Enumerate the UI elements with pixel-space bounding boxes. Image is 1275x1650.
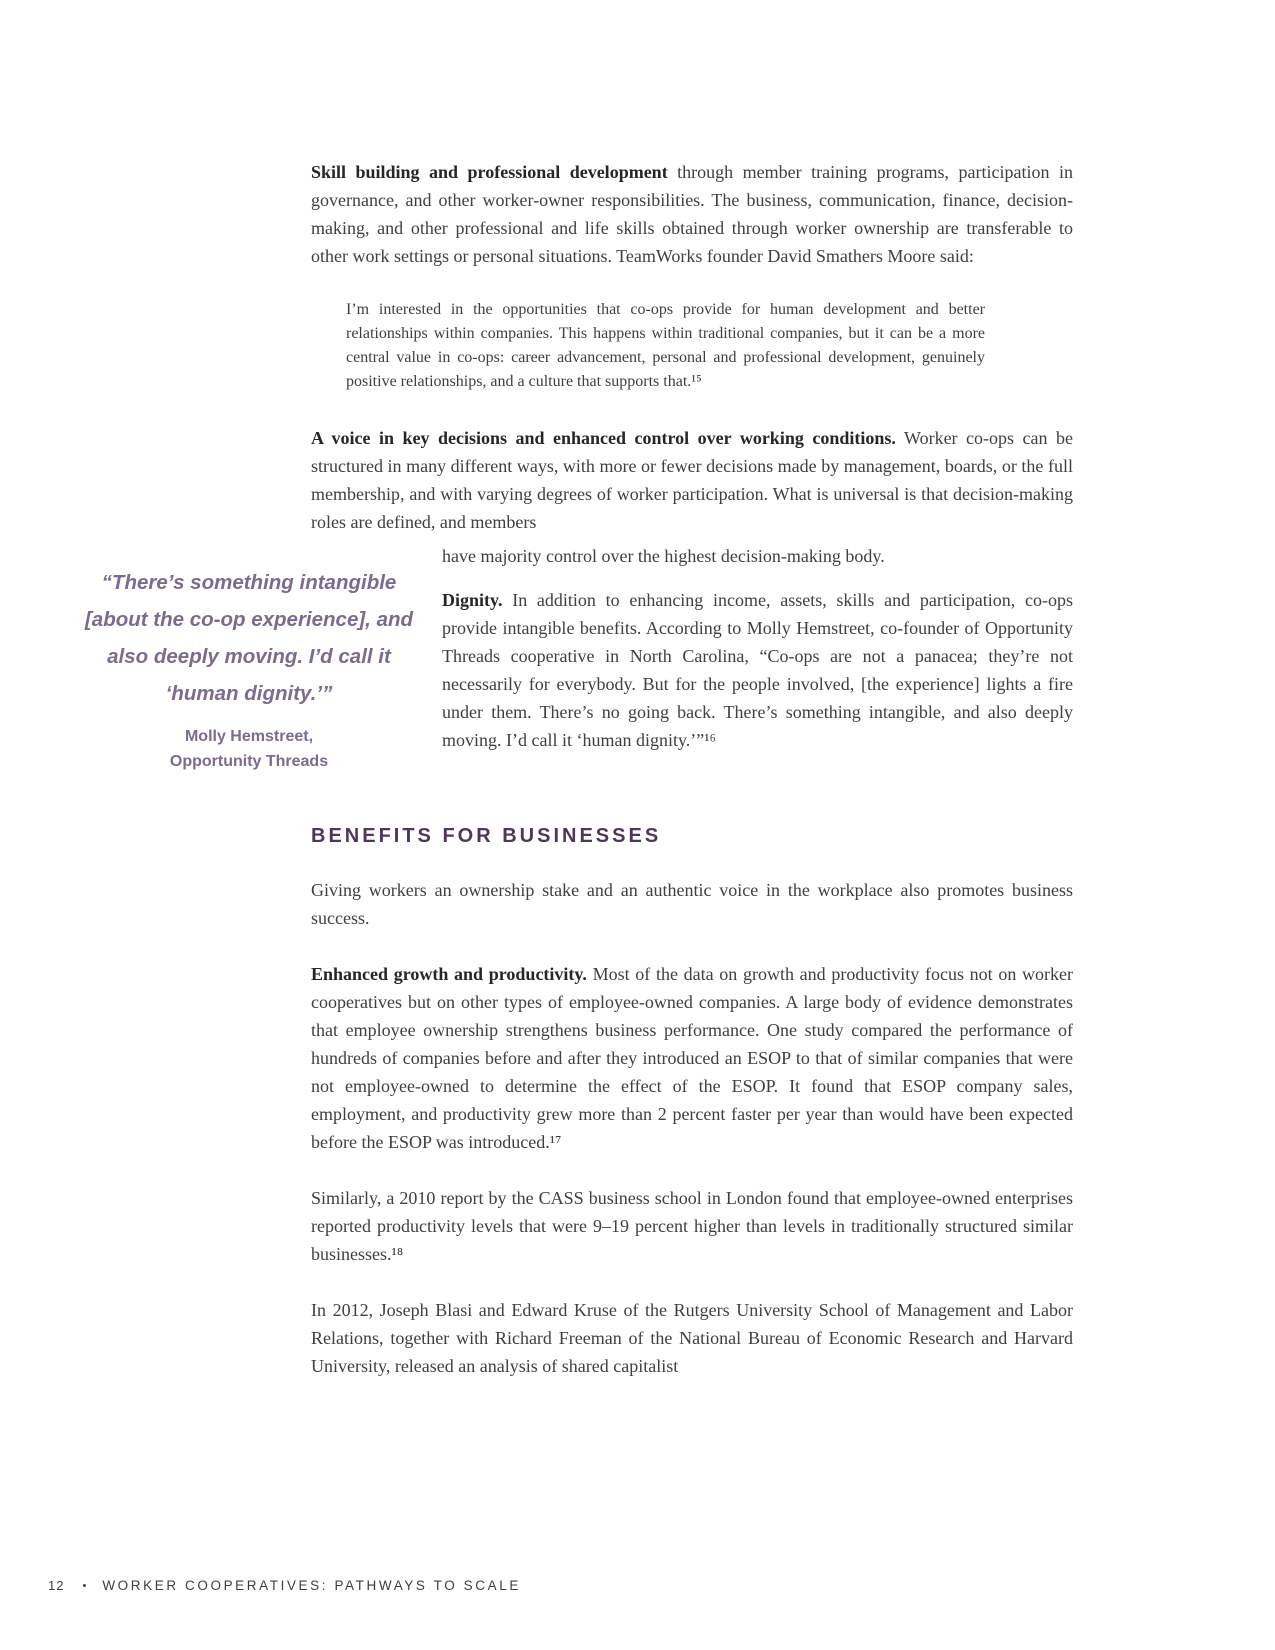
footer-running-title: WORKER COOPERATIVES: PATHWAYS TO SCALE (102, 1578, 521, 1593)
paragraph-lead-skill-building: Skill building and professional development (311, 162, 668, 182)
pull-quote-attribution (83, 724, 415, 774)
block-quote-moore: I’m interested in the opportunities that co-ops provide for human development and better relationships within companies. This happens within traditional companies, but it can be a more central value in co-ops: career advancement, personal and professional development, genuinely positive relationships, and a culture that supports that.¹⁵ (346, 301, 985, 390)
paragraph-lead-voice: A voice in key decisions and enhanced control over working conditions. (311, 428, 896, 448)
paragraph-voice-continued: have majority control over the highest decision-making body. (442, 546, 885, 566)
pull-quote-attribution-name: Molly Hemstreet, (184, 728, 314, 745)
section-heading-benefits-for-businesses: BENEFITS FOR BUSINESSES (311, 825, 662, 847)
paragraph-text-dignity: In addition to enhancing income, assets, skills and participation, co-ops provide intangible benefits. According to Molly Hemstreet, co-founder of Opportunity Threads cooperative in North Carolina, “Co-ops are not a panacea; they’re not necessarily for everybody. But for the people involved, [the experience] lights a fire under them. There’s no going back. There’s something intangible, and also deeply moving. I’d call it ‘human dignity.’”¹⁶ (442, 590, 1073, 750)
paragraph-dignity (311, 586, 1073, 754)
pull-quote-attribution-org: Opportunity Threads (169, 753, 329, 770)
page-footer (48, 1578, 521, 1593)
pull-quote-text: “There’s something intangible [about the co-op experience], and also deeply moving. I’d call it ‘human dignity.’” (84, 571, 414, 705)
page-number: 12 (48, 1578, 65, 1593)
paragraph-lead-enhanced-growth: Enhanced growth and productivity. (311, 964, 587, 984)
page-body (84, 158, 1074, 1408)
paragraph-skill-building (311, 158, 1073, 270)
paragraph-similarly-cass: Similarly, a 2010 report by the CASS business school in London found that employee-owned enterprises reported productivity levels that were 9–19 percent higher than levels in traditionally structured similar businesses.¹⁸ (311, 1188, 1073, 1264)
paragraph-text-voice: Worker co-ops can be structured in many different ways, with more or fewer decisions made by management, boards, or the full membership, and with varying degrees of worker participation. What is universal is that decision-making roles are defined, and members (311, 428, 1074, 532)
paragraph-in-2012: In 2012, Joseph Blasi and Edward Kruse of the Rutgers University School of Management and Labor Relations, together with Richard Freeman of the National Bureau of Economic Research and Harvard University, released an analysis of shared capitalist (311, 1300, 1073, 1376)
paragraph-lead-dignity: Dignity. (442, 590, 503, 610)
paragraph-enhanced-growth (311, 960, 1073, 1156)
paragraph-giving-workers: Giving workers an ownership stake and an authentic voice in the workplace also promotes business success. (311, 880, 1073, 928)
paragraph-text-skill-building: through member training programs, participation in governance, and other worker-owner responsibilities. The business, communication, finance, decision-making, and other professional and life skills obtained through worker ownership are transferable to other work settings or personal situations. TeamWorks founder David Smathers Moore said: (311, 162, 1073, 266)
paragraph-text-enhanced-growth: Most of the data on growth and productivity focus not on worker cooperatives but on other types of employee-owned companies. A large body of evidence demonstrates that employee ownership strengthens business performance. One study compared the performance of hundreds of companies before and after they introduced an ESOP to that of similar companies that were not employee-owned to determine the effect of the ESOP. It found that ESOP company sales, employment, and productivity grew more than 2 percent faster per year than would have been expected before the ESOP was introduced.¹⁷ (311, 964, 1073, 1152)
pull-quote (83, 536, 415, 774)
paragraph-voice (311, 424, 1073, 536)
footer-bullet: • (82, 1579, 87, 1592)
